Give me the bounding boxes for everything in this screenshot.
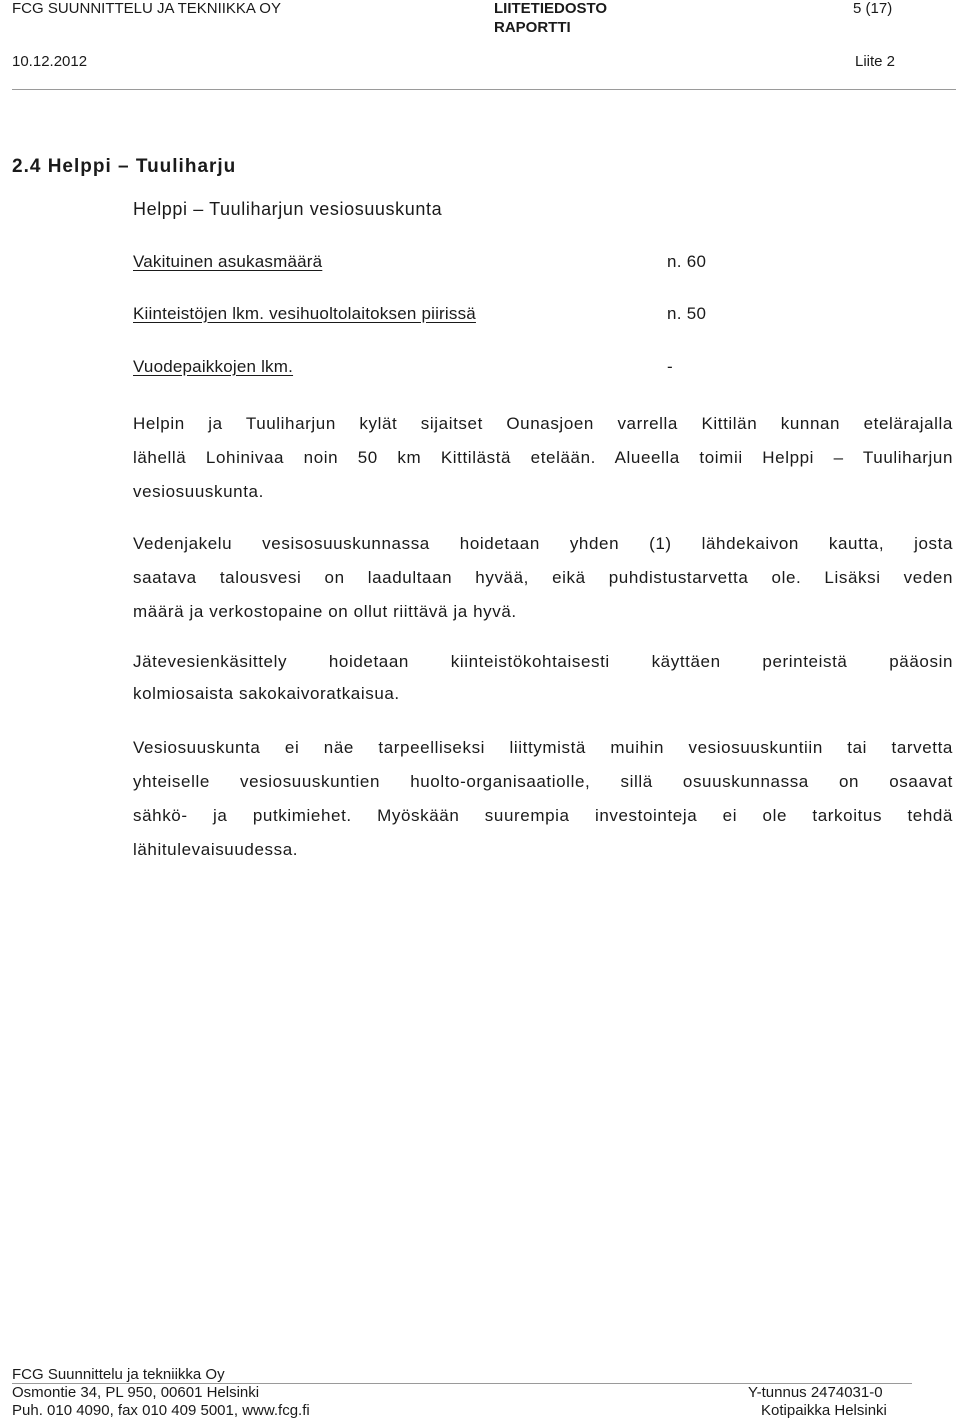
- header-company: FCG SUUNNITTELU JA TEKNIIKKA OY: [12, 0, 281, 17]
- paragraph-line: määrä ja verkostopaine on ollut riittävä ja hyvä.: [133, 602, 517, 621]
- paragraph-line: Vesiosuuskunta ei näe tarpeelliseksi liittymistä muihin vesiosuuskuntiin tai tarvetta: [133, 738, 953, 757]
- paragraph-line: vesiosuuskunta.: [133, 482, 264, 501]
- fact-value-residents: n. 60: [667, 252, 707, 271]
- header-page-number: 5 (17): [853, 0, 893, 17]
- paragraph-location: [133, 407, 953, 509]
- footer-domicile: Kotipaikka Helsinki: [761, 1402, 887, 1419]
- footer-business-id: Y-tunnus 2474031-0: [748, 1384, 883, 1401]
- fact-label-properties: Kiinteistöjen lkm. vesihuoltolaitoksen piirissä: [133, 304, 476, 323]
- footer-contact: Puh. 010 4090, fax 010 409 5001, www.fcg.fi: [12, 1402, 310, 1419]
- header-doc-subtype: RAPORTTI: [494, 19, 571, 36]
- header-doc-type: LIITETIEDOSTO: [494, 0, 608, 17]
- fact-value-beds: -: [667, 357, 673, 376]
- paragraph-line: Jätevesienkäsittely hoidetaan kiinteistökohtaisesti käyttäen perinteistä pääosin: [133, 652, 953, 671]
- paragraph-cooperation: [133, 731, 953, 867]
- header-rule: [12, 89, 956, 90]
- paragraph-line: Helpin ja Tuuliharjun kylät sijaitset Ounasjoen varrella Kittilän kunnan etelärajalla: [133, 414, 953, 433]
- footer-address: Osmontie 34, PL 950, 00601 Helsinki: [12, 1384, 260, 1401]
- paragraph-water-supply: [133, 527, 953, 629]
- paragraph-line: yhteiselle vesiosuuskuntien huolto-organisaatiolle, sillä osuuskunnassa on osaavat: [133, 772, 953, 791]
- paragraph-line: saatava talousvesi on laadultaan hyvää, eikä puhdistustarvetta ole. Lisäksi veden: [133, 568, 953, 587]
- fact-label-beds: Vuodepaikkojen lkm.: [133, 357, 294, 376]
- footer-company: FCG Suunnittelu ja tekniikka Oy: [12, 1366, 225, 1383]
- fact-value-properties: n. 50: [667, 304, 707, 323]
- paragraph-line: lähitulevaisuudessa.: [133, 840, 299, 859]
- section-subheading: Helppi – Tuuliharjun vesiosuuskunta: [133, 199, 443, 219]
- paragraph-line: lähellä Lohinivaa noin 50 km Kittilästä etelään. Alueella toimii Helppi – Tuuliharjun: [133, 448, 953, 467]
- header-date: 10.12.2012: [12, 53, 88, 70]
- paragraph-line: kolmiosaista sakokaivoratkaisua.: [133, 684, 400, 703]
- paragraph-line: Vedenjakelu vesisosuuskunnassa hoidetaan yhden (1) lähdekaivon kautta, josta: [133, 534, 953, 553]
- paragraph-wastewater: [133, 646, 953, 710]
- section-heading: 2.4 Helppi – Tuuliharju: [12, 156, 237, 177]
- header-attachment: Liite 2: [855, 53, 896, 70]
- fact-label-residents: Vakituinen asukasmäärä: [133, 252, 323, 271]
- paragraph-line: sähkö- ja putkimiehet. Myöskään suurempia investointeja ei ole tarkoitus tehdä: [133, 806, 953, 825]
